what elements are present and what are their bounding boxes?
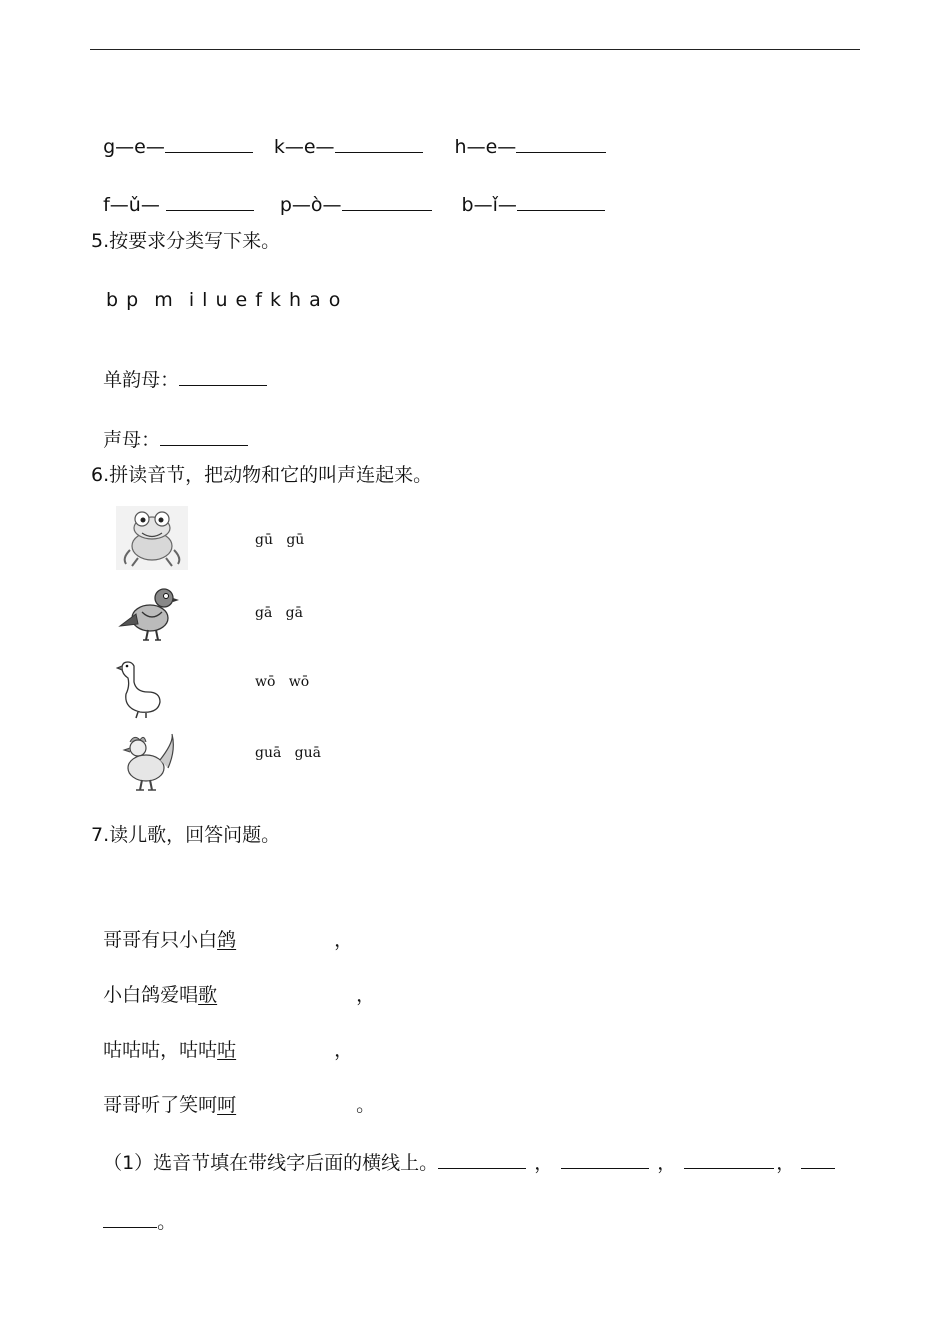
- comma: ，: [776, 1152, 796, 1174]
- q4-row-1: [91, 117, 606, 157]
- animal-sound[interactable]: wō wō: [255, 674, 310, 690]
- answer-blank[interactable]: [179, 369, 267, 386]
- animal-sound[interactable]: guā guā: [255, 745, 322, 761]
- poem-line: [91, 1077, 375, 1115]
- poem-punct: ，: [334, 1039, 354, 1061]
- header-rule: [90, 49, 860, 50]
- underlined-char: 咕: [217, 1039, 237, 1061]
- q7-sub1-continued: [91, 1192, 176, 1232]
- poem-punct: ，: [356, 984, 376, 1006]
- q5-initials: [91, 410, 248, 450]
- answer-blank[interactable]: [561, 1152, 649, 1169]
- poem-line: [91, 967, 375, 1005]
- q5-single-finals: [91, 350, 267, 390]
- answer-blank[interactable]: [516, 136, 606, 153]
- answer-blank[interactable]: [165, 136, 253, 153]
- answer-blank[interactable]: [517, 194, 605, 211]
- q4-item: k—e—: [273, 136, 335, 158]
- animal-sound[interactable]: gū gū: [255, 532, 305, 548]
- comma: ，: [534, 1152, 554, 1174]
- q4-item: b—ǐ—: [461, 194, 517, 216]
- poem-text: 哥哥听了笑呵: [103, 1094, 218, 1116]
- poem-text: 咕咕咕，咕咕: [103, 1039, 218, 1061]
- q4-item: p—ò—: [279, 194, 342, 216]
- answer-blank[interactable]: [160, 429, 248, 446]
- poem-text: 哥哥有只小白: [103, 929, 218, 951]
- q4-item: g—e—: [103, 136, 165, 158]
- poem-punct: 。: [356, 1094, 376, 1116]
- single-finals-label: 单韵母：: [103, 369, 180, 391]
- initials-label: 声母：: [103, 429, 161, 451]
- q7-sub1-text: （1）选音节填在带线字后面的横线上。: [103, 1152, 439, 1174]
- q4-item: f—ǔ—: [103, 194, 160, 216]
- underlined-char: 鸽: [217, 929, 237, 951]
- answer-blank[interactable]: [438, 1152, 526, 1169]
- q7-sub1: [91, 1133, 835, 1173]
- q7-title: 7.读儿歌，回答问题。: [91, 824, 281, 846]
- poem-line: [91, 1022, 353, 1060]
- answer-blank[interactable]: [103, 1211, 157, 1228]
- answer-blank[interactable]: [342, 194, 432, 211]
- q5-title: 5.按要求分类写下来。: [91, 230, 281, 252]
- rooster-icon: [116, 730, 178, 794]
- q5-letters: b p m i l u e f k h a o: [106, 289, 341, 311]
- answer-blank[interactable]: [684, 1152, 774, 1169]
- goose-icon: [116, 656, 166, 720]
- q4-row-2: [91, 175, 605, 215]
- animal-sound[interactable]: gā gā: [255, 605, 303, 621]
- poem-line: [91, 912, 353, 950]
- poem-punct: ，: [334, 929, 354, 951]
- q6-title: 6.拼读音节，把动物和它的叫声连起来。: [91, 464, 433, 486]
- underlined-char: 歌: [198, 984, 218, 1006]
- q4-item: h—e—: [454, 136, 517, 158]
- answer-blank[interactable]: [166, 194, 254, 211]
- comma: ，: [657, 1152, 677, 1174]
- poem-text: 小白鸽爱唱: [103, 984, 199, 1006]
- end-punct: 。: [157, 1211, 177, 1233]
- pigeon-icon: [116, 582, 180, 646]
- frog-icon: [116, 506, 188, 570]
- underlined-char: 呵: [217, 1094, 237, 1116]
- answer-blank[interactable]: [335, 136, 423, 153]
- answer-blank[interactable]: [801, 1152, 835, 1169]
